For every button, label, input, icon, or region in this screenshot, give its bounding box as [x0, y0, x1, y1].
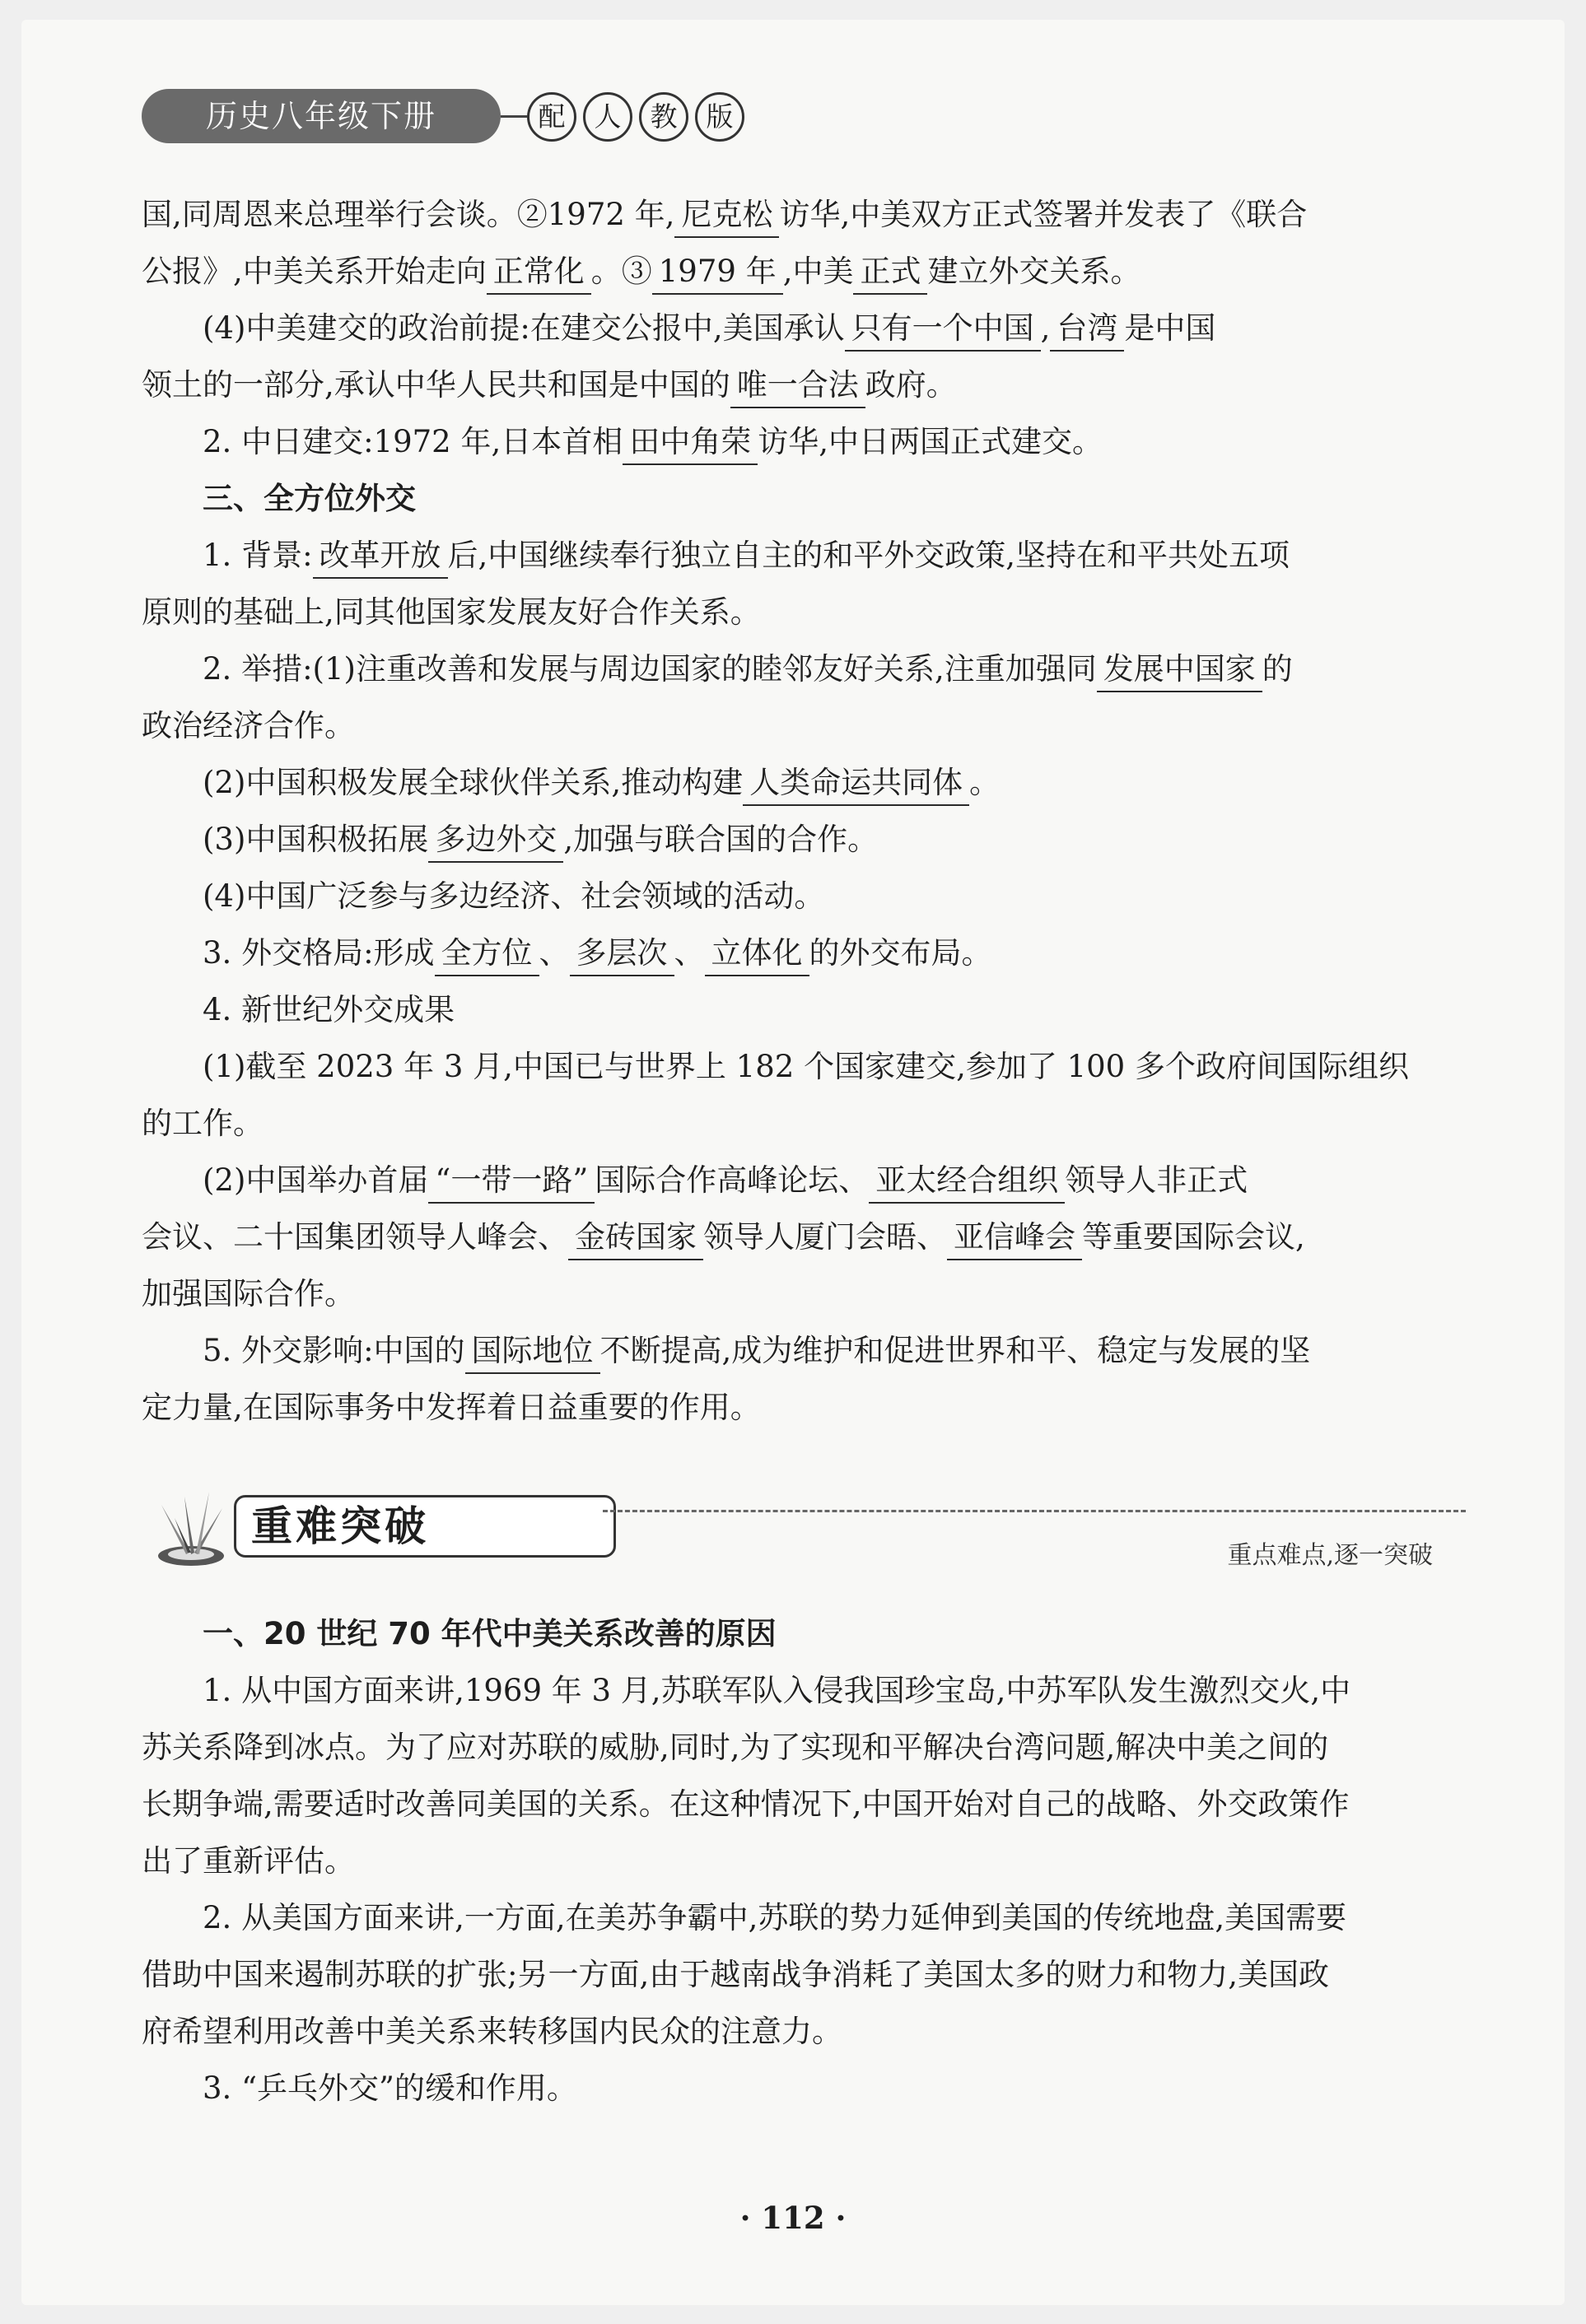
content-top: [142, 186, 1458, 1436]
text-line: [142, 1889, 1458, 1946]
edition-badge: 教: [639, 92, 688, 142]
text-run: 1. 背景:: [203, 538, 313, 573]
text-run: 原则的基础上,同其他国家发展友好合作关系。: [142, 594, 761, 630]
text-line: [142, 1152, 1458, 1209]
fill-blank-answer: 正式: [853, 250, 927, 295]
text-run: 国际合作高峰论坛、: [595, 1162, 870, 1198]
section-title: 重难突破: [234, 1495, 616, 1558]
section-divider: [603, 1510, 1466, 1512]
edition-badge: 版: [695, 92, 744, 142]
text-line: [142, 584, 1458, 640]
text-run: 会议、二十国集团领导人峰会、: [142, 1219, 568, 1255]
edition-badge: 人: [583, 92, 632, 142]
text-line: [142, 186, 1458, 243]
fill-blank-answer: 国际地位: [465, 1330, 600, 1374]
text-run: 3. “乒乓外交”的缓和作用。: [203, 2070, 577, 2106]
text-run: 领导人厦门会晤、: [703, 1219, 947, 1255]
edition-badges: [527, 92, 744, 142]
text-run: ,加强与联合国的合作。: [563, 822, 879, 857]
text-run: 借助中国来遏制苏联的扩张;另一方面,由于越南战争消耗了美国太多的财力和物力,美国政: [142, 1957, 1329, 1992]
text-run: 一、20 世纪 70 年代中美关系改善的原因: [203, 1616, 777, 1651]
text-run: 2. 中日建交:1972 年,日本首相: [203, 424, 623, 459]
text-run: 的工作。: [142, 1106, 264, 1141]
text-line: [142, 640, 1458, 697]
fill-blank-answer: 全方位: [435, 932, 539, 976]
text-run: (4)中美建交的政治前提:在建交公报中,美国承认: [203, 310, 845, 346]
text-line: [142, 1776, 1458, 1833]
section-heading: [142, 1605, 1458, 1662]
text-run: 定力量,在国际事务中发挥着日益重要的作用。: [142, 1390, 761, 1425]
text-line: [142, 924, 1458, 981]
text-run: 政府。: [865, 367, 957, 403]
text-run: (2)中国举办首届: [203, 1162, 429, 1198]
fill-blank-answer: 多边外交: [428, 818, 563, 863]
text-run: 访华,中美双方正式签署并发表了《联合: [779, 197, 1308, 232]
text-run: ,中美: [782, 254, 854, 289]
text-run: 领土的一部分,承认中华人民共和国是中国的: [142, 367, 730, 403]
plant-icon: [152, 1480, 231, 1571]
text-run: 4. 新世纪外交成果: [203, 992, 455, 1027]
fill-blank-answer: 正常化: [487, 250, 591, 295]
text-run: 建立外交关系。: [927, 254, 1141, 289]
text-line: [142, 697, 1458, 754]
text-line: [142, 811, 1458, 868]
text-line: [142, 754, 1458, 811]
text-run: 府希望利用改善中美关系来转移国内民众的注意力。: [142, 2014, 842, 2049]
fill-blank-answer: “一带一路”: [428, 1159, 595, 1204]
text-line: [142, 2060, 1458, 2117]
text-run: 政治经济合作。: [142, 708, 355, 743]
section-banner: [152, 1480, 1466, 1571]
text-run: 加强国际合作。: [142, 1276, 355, 1311]
section-heading: [142, 470, 1458, 527]
text-line: [142, 1719, 1458, 1776]
fill-blank-answer: 尼克松: [674, 193, 779, 238]
text-run: 2. 举措:(1)注重改善和发展与周边国家的睦邻友好关系,注重加强同: [203, 651, 1097, 687]
text-run: 5. 外交影响:中国的: [203, 1333, 465, 1368]
text-line: [142, 1038, 1458, 1095]
text-line: [142, 1833, 1458, 1889]
text-run: 后,中国继续奉行独立自主的和平外交政策,坚持在和平共处五项: [447, 538, 1290, 573]
text-run: (4)中国广泛参与多边经济、社会领域的活动。: [203, 878, 825, 914]
text-line: [142, 1095, 1458, 1152]
header-connector: [501, 115, 530, 118]
fill-blank-answer: 立体化: [705, 932, 809, 976]
text-run: (2)中国积极发展全球伙伴关系,推动构建: [203, 765, 744, 800]
text-run: 长期争端,需要适时改善同美国的关系。在这种情况下,中国开始对自己的战略、外交政策作: [142, 1786, 1350, 1822]
page-number: · 112 ·: [739, 2200, 847, 2236]
section-subtitle: 重点难点,逐一突破: [1227, 1541, 1433, 1570]
fill-blank-answer: 亚太经合组织: [869, 1159, 1065, 1204]
text-run: 的: [1262, 651, 1293, 687]
fill-blank-answer: 多层次: [570, 932, 674, 976]
fill-blank-answer: 台湾: [1050, 307, 1124, 352]
text-line: [142, 1265, 1458, 1322]
fill-blank-answer: 1979 年: [652, 250, 783, 295]
text-line: [142, 300, 1458, 356]
fill-blank-answer: 发展中国家: [1097, 648, 1262, 692]
text-run: 三、全方位外交: [203, 481, 416, 516]
text-run: 是中国: [1124, 310, 1216, 346]
fill-blank-answer: 唯一合法: [730, 364, 865, 408]
text-run: (3)中国积极拓展: [203, 822, 429, 857]
edition-badge: 配: [527, 92, 576, 142]
text-line: [142, 356, 1458, 413]
book-title: 历史八年级下册: [142, 89, 501, 143]
text-line: [142, 413, 1458, 470]
text-run: ,: [1040, 310, 1051, 346]
text-run: 的外交布局。: [809, 935, 992, 971]
text-run: 出了重新评估。: [142, 1843, 355, 1879]
text-run: 、: [539, 935, 570, 971]
text-line: [142, 1379, 1458, 1436]
fill-blank-answer: 改革开放: [313, 534, 448, 579]
fill-blank-answer: 亚信峰会: [947, 1216, 1082, 1260]
text-line: [142, 2003, 1458, 2060]
text-run: 苏关系降到冰点。为了应对苏联的威胁,同时,为了实现和平解决台湾问题,解决中美之间的: [142, 1730, 1329, 1765]
text-run: 、: [674, 935, 705, 971]
text-run: 访华,中日两国正式建交。: [758, 424, 1103, 459]
text-run: 1. 从中国方面来讲,1969 年 3 月,苏联军队入侵我国珍宝岛,中苏军队发生激烈交火,中: [203, 1673, 1351, 1708]
text-line: [142, 243, 1458, 300]
content-bottom: [142, 1605, 1458, 2117]
text-line: [142, 1209, 1458, 1265]
text-run: 。: [969, 765, 1001, 800]
fill-blank-answer: 金砖国家: [568, 1216, 703, 1260]
text-run: 等重要国际会议,: [1082, 1219, 1305, 1255]
text-line: [142, 527, 1458, 584]
text-run: 2. 从美国方面来讲,一方面,在美苏争霸中,苏联的势力延伸到美国的传统地盘,美国需要: [203, 1900, 1347, 1935]
text-run: 。③: [590, 254, 652, 289]
text-run: 公报》,中美关系开始走向: [142, 254, 487, 289]
fill-blank-answer: 只有一个中国: [845, 307, 1041, 352]
text-run: 领导人非正式: [1065, 1162, 1248, 1198]
fill-blank-answer: 田中角荣: [623, 421, 758, 465]
text-line: [142, 868, 1458, 924]
text-line: [142, 1662, 1458, 1719]
text-run: 不断提高,成为维护和促进世界和平、稳定与发展的坚: [599, 1333, 1311, 1368]
text-run: 3. 外交格局:形成: [203, 935, 435, 971]
text-line: [142, 1946, 1458, 2003]
fill-blank-answer: 人类命运共同体: [743, 761, 969, 806]
text-line: [142, 1322, 1458, 1379]
text-run: (1)截至 2023 年 3 月,中国已与世界上 182 个国家建交,参加了 100 多个政府间国际组织: [203, 1049, 1409, 1084]
text-run: 国,同周恩来总理举行会谈。②1972 年,: [142, 197, 675, 232]
text-line: [142, 981, 1458, 1038]
